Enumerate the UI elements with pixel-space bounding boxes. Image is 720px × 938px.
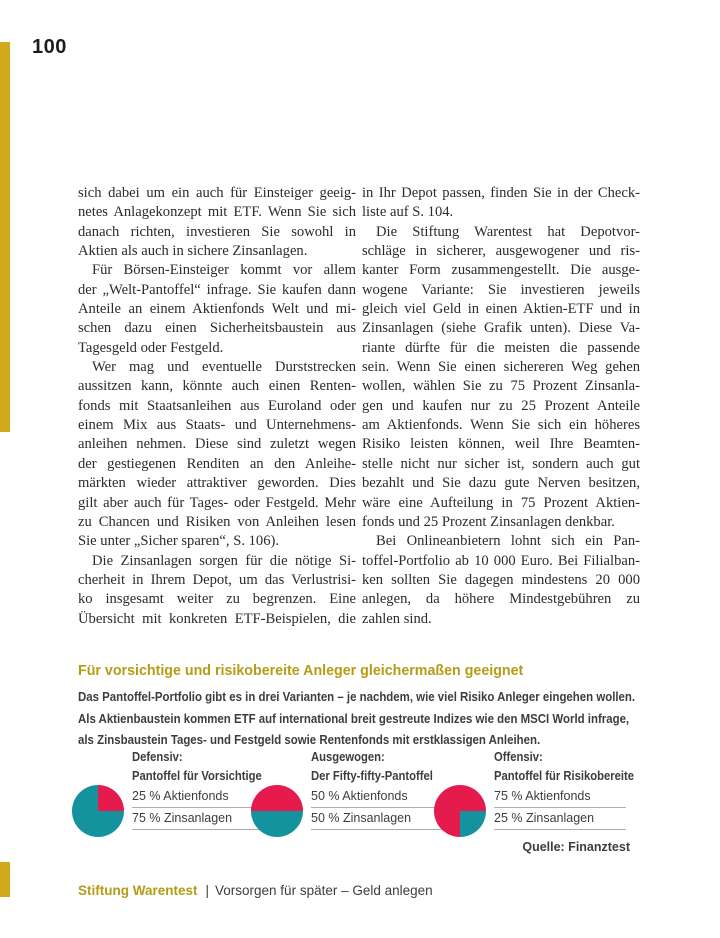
variant-label: Defensiv: bbox=[132, 750, 183, 764]
infobox-intro-line: als Zinsbaustein Tages- und Festgeld sowie Rentenfonds mit erstklassigen Anleihen. bbox=[78, 732, 541, 747]
gold-accent-bar-top bbox=[0, 42, 10, 432]
text-line: anlegen, da höhere Mindestgebühren zu bbox=[362, 591, 640, 608]
text-line: schläge in sicherer, ausgewogener und ris- bbox=[362, 243, 640, 260]
text-line: kanter Form zusammengestellt. Die ausge- bbox=[362, 262, 640, 279]
text-line: Risiko leisten können, weil Ihre Beamten- bbox=[362, 436, 640, 453]
portfolio-variant bbox=[434, 748, 644, 844]
gold-accent-bar-bottom bbox=[0, 862, 10, 897]
variant-name: Pantoffel für Vorsichtige bbox=[132, 769, 262, 783]
variant-labels bbox=[311, 748, 443, 830]
footer bbox=[78, 883, 433, 898]
text-line: gleich viel Geld in einen Aktien-ETF und in bbox=[362, 301, 640, 318]
text-line: Für Börsen-Einsteiger kommt vor allem bbox=[92, 262, 356, 279]
variant-allocation-row: 25 % Zinsanlagen bbox=[494, 808, 626, 830]
variant-allocation-row: 75 % Zinsanlagen bbox=[132, 808, 264, 830]
text-line: Die Zinsanlagen sorgen für die nötige Si- bbox=[92, 552, 356, 569]
portfolio-variants bbox=[0, 748, 720, 844]
article-column-right bbox=[362, 184, 640, 629]
text-line: zu Chancen und Risiken von Anleihen lesen bbox=[78, 513, 356, 530]
text-line: netes Anlagekonzept mit ETF. Wenn Sie sich bbox=[78, 204, 356, 221]
text-line: anleihen nehmen. Diese sind zuletzt wegen bbox=[78, 436, 356, 453]
text-line: Aktien als auch in sichere Zinsanlagen. bbox=[78, 243, 308, 260]
variant-allocation-row: 50 % Aktienfonds bbox=[311, 786, 443, 808]
infobox-intro-line: Das Pantoffel-Portfolio gibt es in drei Varianten – je nachdem, wie viel Risiko Anleger eingehen wollen. bbox=[78, 689, 636, 704]
text-line: zahlen sind. bbox=[362, 610, 432, 627]
text-line: fonds und 25 Prozent Zinsanlagen denkbar. bbox=[362, 513, 615, 530]
variant-allocation-row: 50 % Zinsanlagen bbox=[311, 808, 443, 830]
text-line: schen dazu einen Sicherheitsbaustein aus bbox=[78, 320, 356, 337]
footer-brand: Stiftung Warentest bbox=[78, 883, 198, 898]
text-line: toffel-Portfolio ab 10 000 Euro. Bei Filialban- bbox=[362, 552, 640, 569]
text-line: liste auf S. 104. bbox=[362, 204, 454, 221]
text-line: in Ihr Depot passen, finden Sie in der Check- bbox=[362, 185, 640, 201]
text-line: der gestiegenen Renditen an den Anleihe- bbox=[78, 455, 356, 472]
text-line: stelle nicht nur sicher ist, sondern auch gut bbox=[362, 455, 640, 472]
pie-chart bbox=[434, 785, 486, 837]
text-line: Zinsanlagen (siehe Grafik unten). Diese Va- bbox=[362, 320, 640, 337]
text-line: ko insgesamt weiter zu begrenzen. Eine bbox=[78, 591, 356, 608]
text-line: aussitzen kann, könnte auch einen Renten- bbox=[78, 378, 356, 395]
text-line: sein. Wenn Sie einen sichereren Weg gehen bbox=[362, 359, 640, 376]
variant-label: Offensiv: bbox=[494, 750, 543, 764]
text-line: riante dürfte für die meisten die passende bbox=[362, 339, 640, 356]
variant-allocation-row: 25 % Aktienfonds bbox=[132, 786, 264, 808]
pie-chart bbox=[251, 785, 303, 837]
text-line: Anteile an einem Aktienfonds Welt und mi- bbox=[78, 301, 356, 318]
variant-name: Pantoffel für Risikobereite bbox=[494, 769, 635, 783]
text-line: einem Mix aus Staats- und Unternehmens- bbox=[78, 417, 356, 434]
chart-source: Quelle: Finanztest bbox=[522, 840, 630, 854]
text-line: Die Stiftung Warentest hat Depotvor- bbox=[376, 223, 640, 240]
portfolio-variant bbox=[251, 748, 461, 844]
infobox-intro-line: Als Aktienbaustein kommen ETF auf international breit gestreute Indizes wie den MSCI World infrage, bbox=[78, 710, 630, 726]
text-line: gilt aber auch für Tages- oder Festgeld. Mehr bbox=[78, 494, 356, 511]
text-line: ken sollten Sie dagegen mindestens 20 000 bbox=[362, 571, 640, 588]
infobox-intro bbox=[78, 686, 711, 751]
variant-labels bbox=[494, 748, 635, 830]
infobox-title: Für vorsichtige und risikobereite Anleger gleichermaßen geeignet bbox=[78, 662, 524, 679]
text-line: bezahlt und Sie dazu gute Nerven besitzen, bbox=[362, 475, 640, 492]
text-line: Bei Onlineanbietern lohnt sich ein Pan- bbox=[376, 533, 640, 550]
text-line: sich dabei um ein auch für Einsteiger geeig- bbox=[78, 185, 356, 201]
text-line: Übersicht mit konkreten ETF-Beispielen, die bbox=[78, 610, 356, 627]
text-line: wogene Variante: Sie investieren jeweils bbox=[362, 281, 640, 298]
text-line: cherheit in Ihrem Depot, um das Verlustrisi- bbox=[78, 571, 356, 588]
variant-name: Der Fifty-fifty-Pantoffel bbox=[311, 769, 433, 783]
text-line: wollen, wählen Sie zu 75 Prozent Zinsanla- bbox=[362, 378, 640, 395]
text-line: danach richten, investieren Sie sowohl in bbox=[78, 223, 356, 240]
variant-labels bbox=[132, 748, 264, 830]
text-line: Wer mag und eventuelle Durststrecken bbox=[92, 359, 356, 376]
text-line: am Aktienfonds. Wenn Sie sich ein höheres bbox=[362, 417, 640, 434]
text-line: der „Welt-Pantoffel“ infrage. Sie kaufen dann bbox=[78, 281, 356, 298]
text-line: fonds mit Staatsanleihen aus Euroland oder bbox=[78, 397, 356, 414]
text-line: gen und kaufen nur zu 25 Prozent Anteile bbox=[362, 397, 640, 414]
pie-chart bbox=[72, 785, 124, 837]
page-number: 100 bbox=[32, 36, 67, 58]
article-column-left bbox=[78, 184, 356, 629]
footer-separator: | bbox=[205, 883, 210, 898]
text-line: märkten wieder attraktiver geworden. Dies bbox=[78, 475, 356, 492]
text-line: Sie unter „Sicher sparen“, S. 106). bbox=[78, 533, 280, 550]
text-line: Tagesgeld oder Festgeld. bbox=[78, 339, 224, 356]
variant-label: Ausgewogen: bbox=[311, 750, 385, 764]
variant-allocation-row: 75 % Aktienfonds bbox=[494, 786, 626, 808]
text-line: wäre eine Aufteilung in 75 Prozent Aktien- bbox=[362, 494, 640, 511]
footer-book-title: Vorsorgen für später – Geld anlegen bbox=[215, 883, 433, 898]
